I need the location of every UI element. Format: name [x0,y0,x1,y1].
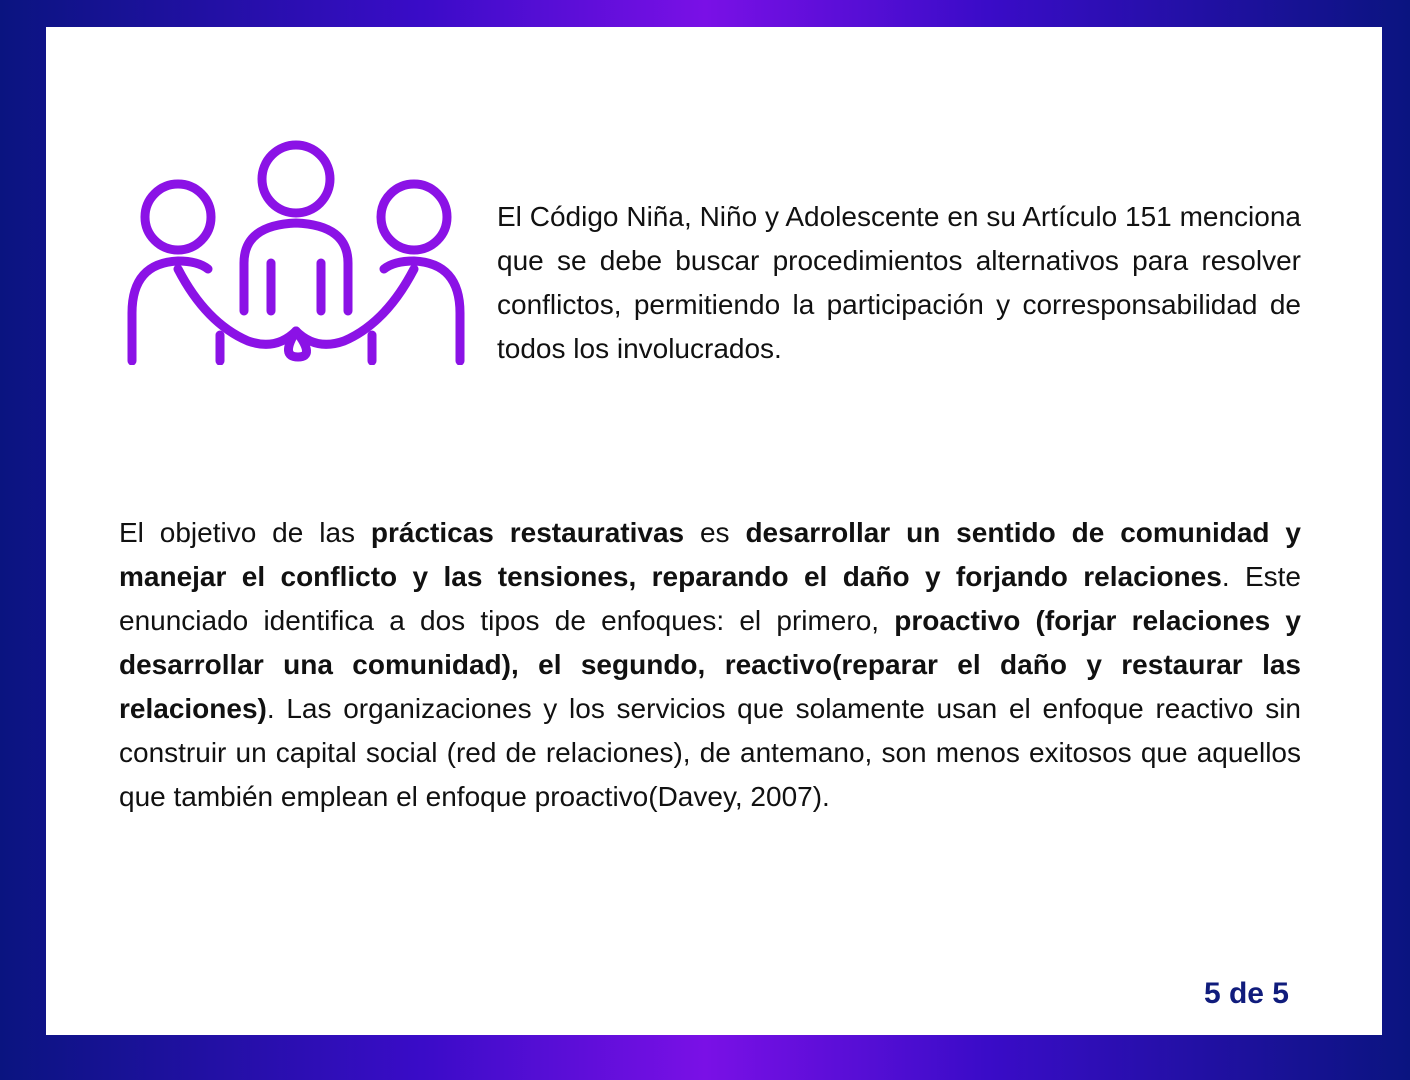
text-segment: es [684,517,746,548]
bold-term: prácticas restaurativas [370,517,685,548]
text-segment: . Las organizaciones y los servicios que solamente usan el enfoque reactivo sin construir un capital social (red de relaciones), de antemano, son menos exitosos que aquellos que también emplean el enfoque proactivo(Davey, 2007). [119,693,1301,812]
text-segment: . Este enunciado identifica a dos tipos de enfoques: el primero, [119,561,1301,636]
article-151-paragraph: El Código Niña, Niño y Adolescente en su Artículo 151 menciona que se debe buscar procedimientos alternativos para resolver conflictos, permitiendo la participación y corresponsabilidad de todos los involucrados. [497,201,1301,364]
group-people-icon [126,135,466,365]
restorative-practices-paragraph [119,511,1301,819]
bold-approaches: proactivo (forjar relaciones y desarrollar una comunidad), el segundo, reactivo(reparar el daño y restaurar las relaciones) [119,605,1302,724]
page-indicator: 5 de 5 [1203,977,1289,1010]
text-segment: El objetivo de las [119,517,371,548]
bold-objective: desarrollar un sentido de comunidad y manejar el conflicto y las tensiones, reparando el daño y forjando relaciones [119,517,1301,592]
content-card [46,27,1382,1035]
